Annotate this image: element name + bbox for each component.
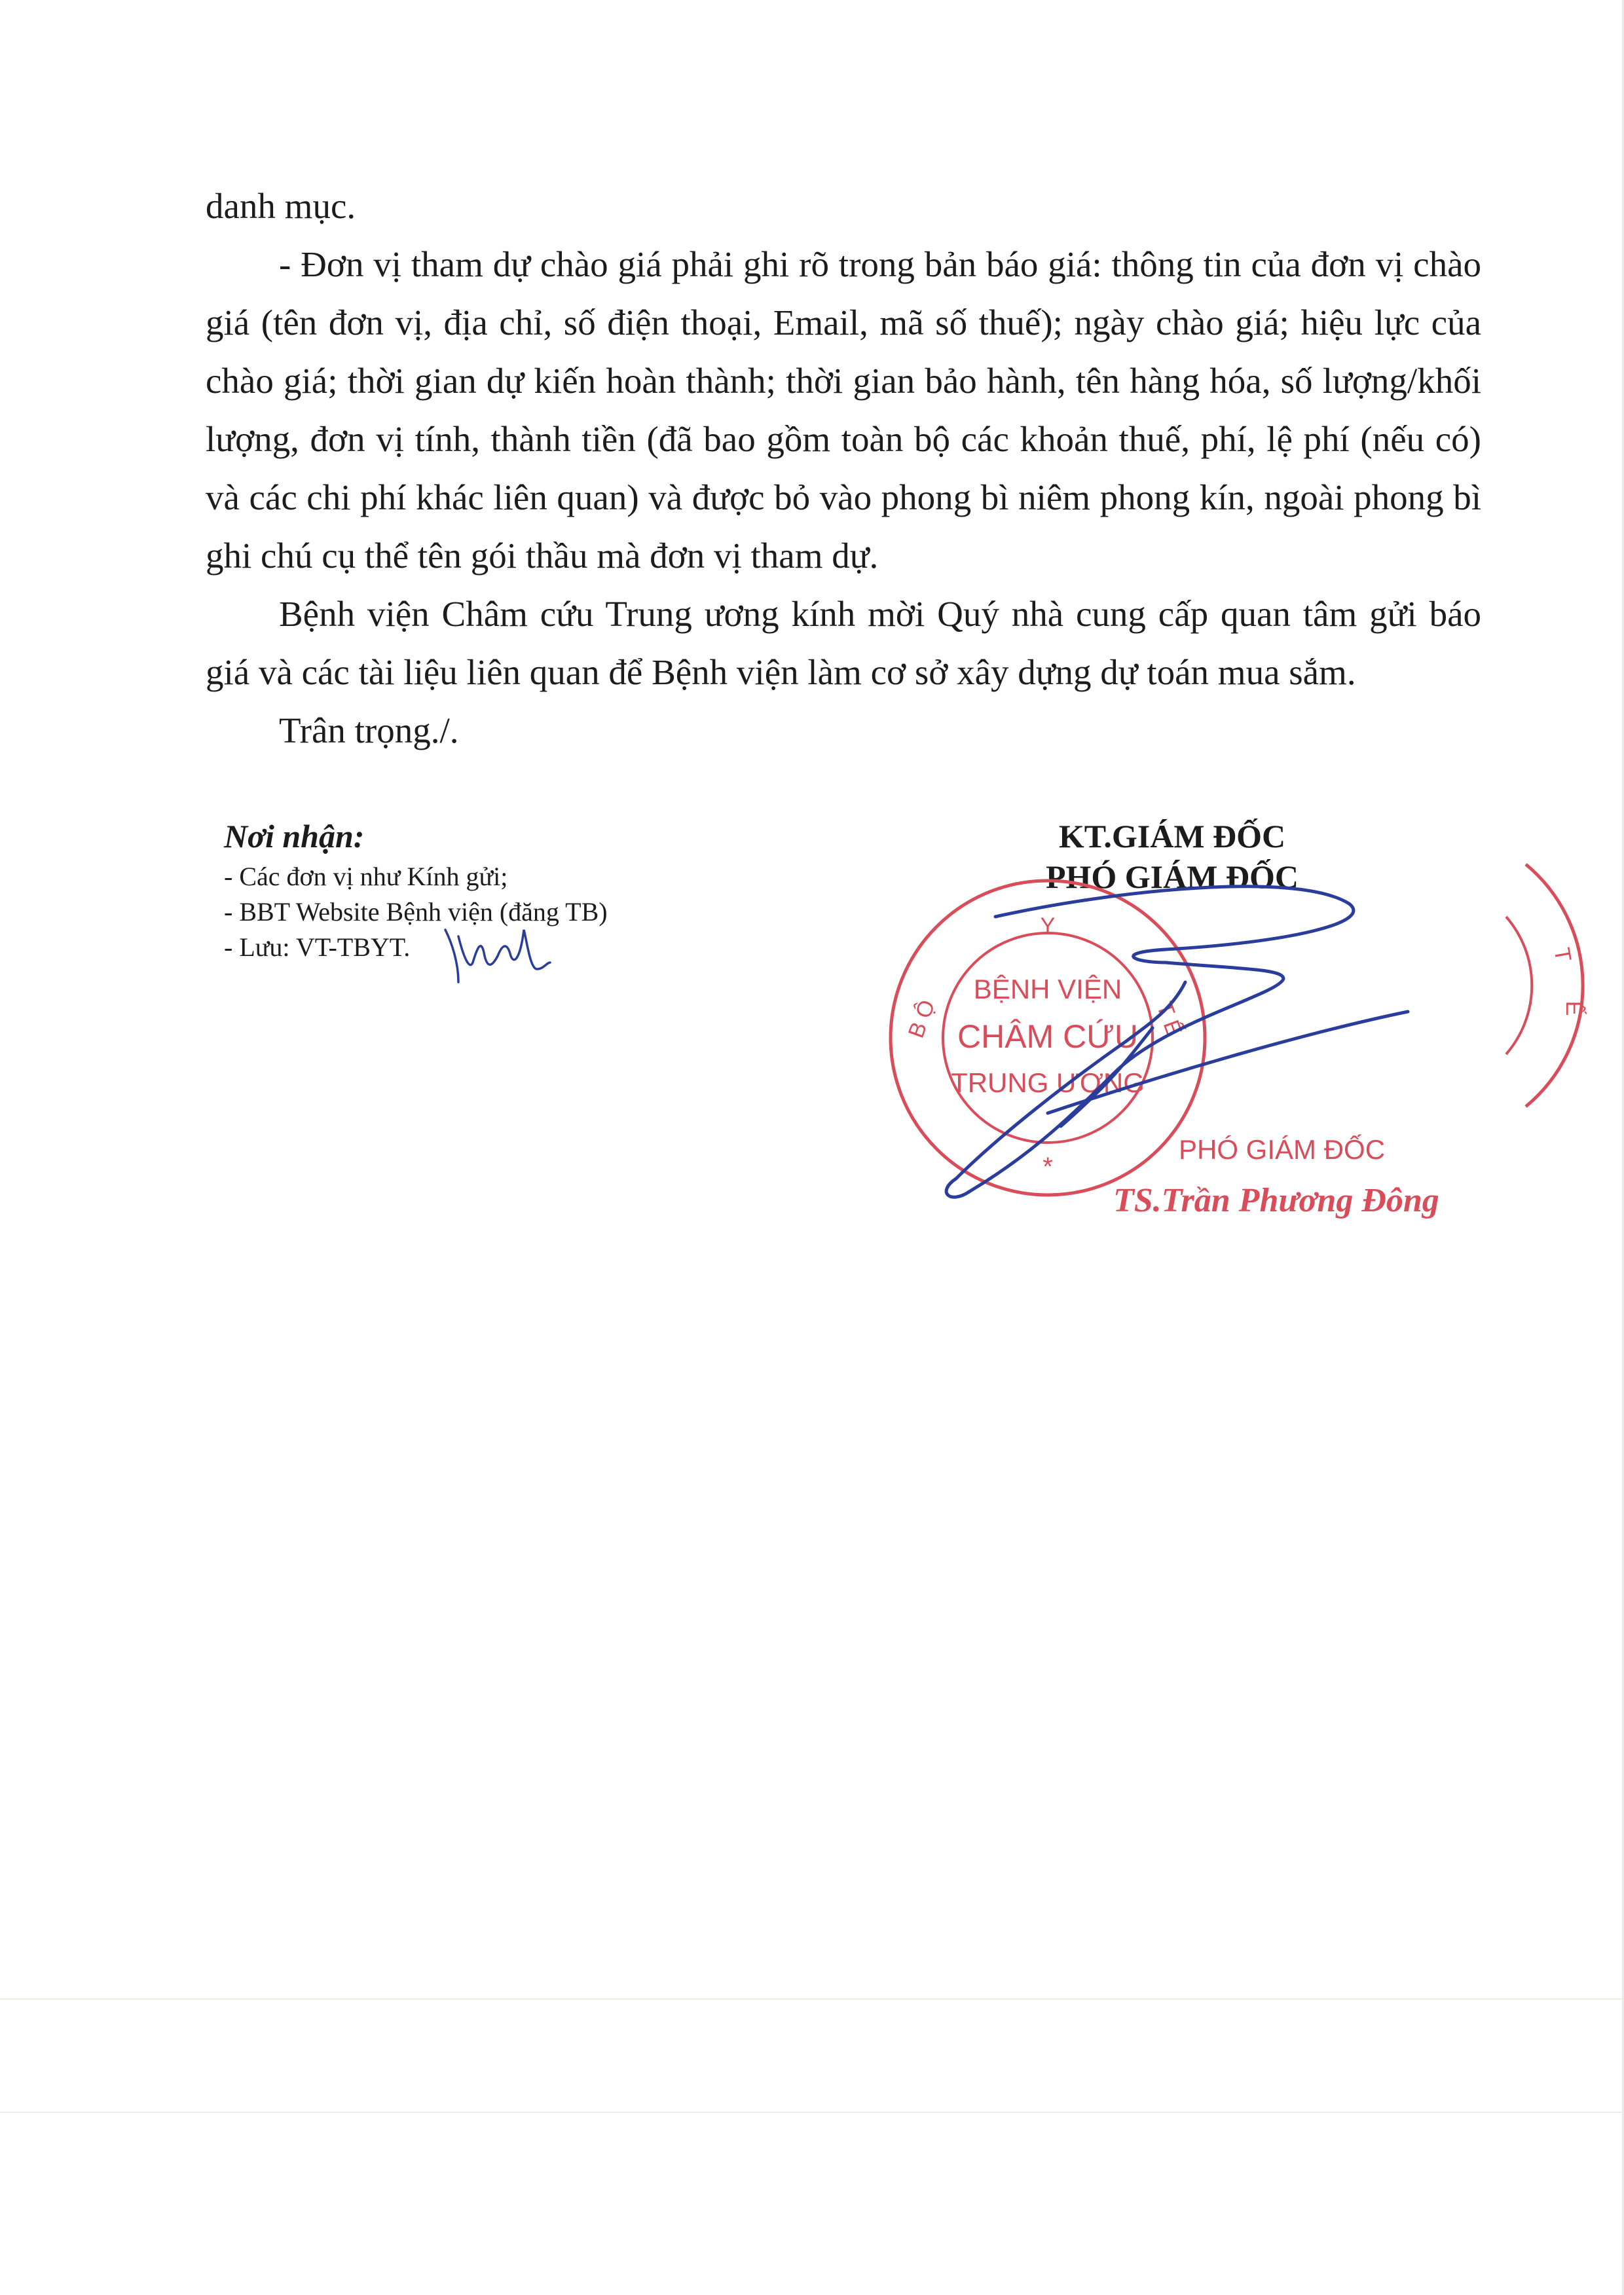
recipients-title: Nơi nhận: (224, 818, 365, 854)
recipient-item: - Các đơn vị như Kính gửi; (224, 862, 508, 891)
stamp-outer-text: T Ế (1151, 999, 1187, 1040)
scan-line-artifact (0, 2112, 1624, 2113)
stamp-star-icon: * (1043, 1152, 1053, 1181)
paragraph-quote-requirements: - Đơn vị tham dự chào giá phải ghi rõ trong bản báo giá: thông tin của đơn vị chào giá (tên đơn vị, địa chỉ, số điện thoại, Email, mã số thuế); ngày chào giá; hiệu lực của chào giá; thời gian dự kiến hoàn thành; thời gian bảo hành, tên hàng hóa, số lượng/khối lượng, đơn vị tính, thành tiền (đã bao gồm toàn bộ các khoản thuế, phí, lệ phí (nếu có) và các chi phí khác liên quan) và được bỏ vào phong bì niêm phong kín, ngoài phong bì ghi chú cụ thể tên gói thầu mà đơn vị tham dự. (206, 244, 1481, 576)
stamp-signer-name: TS.Trần Phương Đông (1113, 1182, 1439, 1219)
paragraph-invitation: Bệnh viện Châm cứu Trung ương kính mời Quý nhà cung cấp quan tâm gửi báo giá và các tài liệu liên quan để Bệnh viện làm cơ sở xây dựng dự toán mua sắm. (206, 594, 1481, 692)
stamp-outer-text: B Ộ (903, 997, 940, 1042)
svg-text:T: T (1549, 946, 1576, 964)
recipient-item: - Lưu: VT-TBYT. (224, 932, 411, 962)
paragraph-closing: Trân trọng./. (279, 710, 459, 750)
partial-stamp-right-edge (1506, 864, 1586, 1107)
signature-title-line2: PHÓ GIÁM ĐỐC (1045, 858, 1299, 895)
stamp-line2: CHÂM CỨU (957, 1018, 1139, 1055)
paragraph-continuation: danh mục. (206, 186, 356, 226)
recipient-item: - BBT Website Bệnh viện (đăng TB) (224, 897, 608, 927)
handwritten-initials (445, 930, 550, 982)
signature-title-line1: KT.GIÁM ĐỐC (1058, 818, 1286, 854)
stamp-outer-text: Y (1040, 913, 1056, 938)
hospital-stamp (891, 881, 1205, 1195)
stamp-line3: TRUNG ƯƠNG (951, 1067, 1145, 1098)
scan-line-artifact (0, 1998, 1624, 2000)
stamp-line1: BỆNH VIỆN (973, 974, 1122, 1004)
stamp-position-label: PHÓ GIÁM ĐỐC (1179, 1134, 1386, 1165)
svg-text:Ế: Ế (1561, 1001, 1586, 1016)
